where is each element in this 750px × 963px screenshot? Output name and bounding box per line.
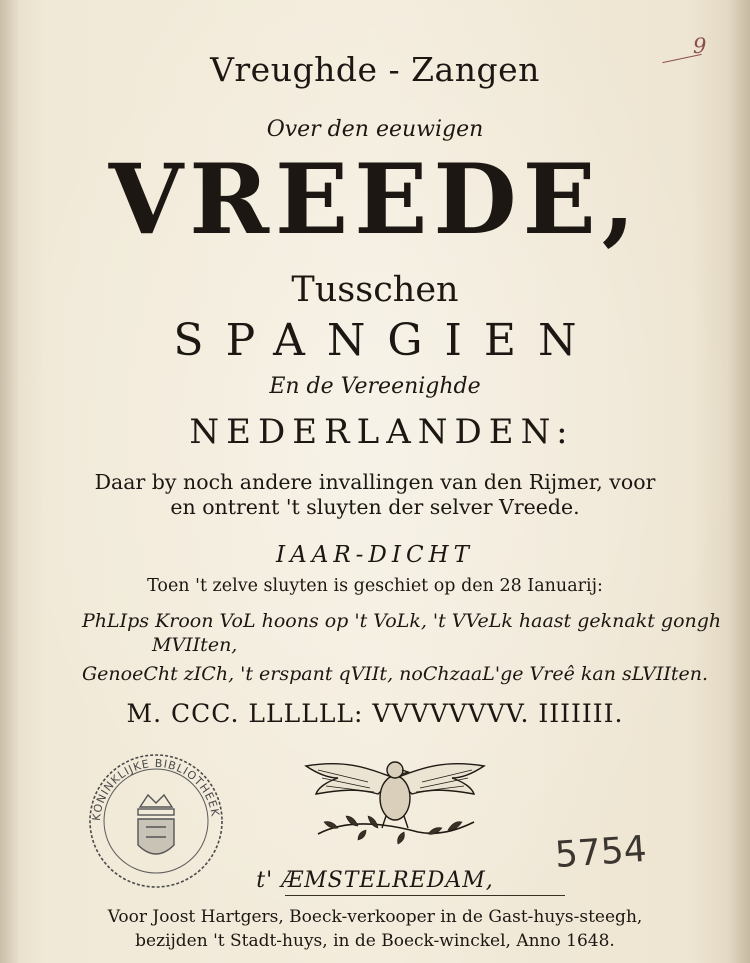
imprint-divider bbox=[285, 895, 565, 896]
svg-text:KONINKLIJKE BIBLIOTHEEK bbox=[90, 757, 222, 822]
imprint bbox=[0, 905, 750, 953]
subtitle-line-1: Daar by noch andere invallingen van den Rijmer, voor bbox=[94, 470, 656, 494]
title-line-6: En de Vereenighde bbox=[269, 374, 481, 399]
handwritten-shelf-number: 5754 bbox=[553, 828, 648, 877]
title-line-1: Vreughde - Zangen bbox=[210, 50, 540, 89]
eagle-emblem-icon bbox=[298, 748, 492, 850]
stamp-text: KONINKLIJKE BIBLIOTHEEK bbox=[89, 756, 222, 822]
imprint-line-2: bezijden 't Stadt-huys, in de Boeck-winckel, Anno 1648. bbox=[135, 931, 615, 951]
date-line: Toen 't zelve sluyten is geschiet op den 28 Ianuarij: bbox=[147, 576, 603, 596]
subtitle-line-2: en ontrent 't sluyten der selver Vreede. bbox=[170, 495, 580, 519]
place-line: t' ÆMSTELREDAM, bbox=[256, 868, 494, 893]
title-line-2: Over den eeuwigen bbox=[266, 117, 484, 142]
imprint-line-1: Voor Joost Hartgers, Boeck-verkooper in de Gast-huys-steegh, bbox=[107, 907, 643, 927]
verse-line-1-continued: MVIIten, bbox=[152, 634, 238, 656]
section-heading: IAAR-DICHT bbox=[276, 542, 474, 568]
subtitle bbox=[0, 470, 750, 520]
main-title: VREEDE, bbox=[108, 143, 642, 256]
crowned-shield-icon bbox=[138, 795, 174, 854]
verse-line-2: GenoeCht zICh, 't erspant qVIIt, noChzaaL'ge Vreê kan sLVIIten. bbox=[82, 663, 708, 685]
title-line-5: SPANGIEN bbox=[173, 315, 599, 366]
verse-line-1: PhLIps Kroon VoL hoons op 't VoLk, 't VVeLk haast geknakt gongh bbox=[82, 610, 722, 632]
title-line-7: NEDERLANDEN: bbox=[189, 412, 575, 452]
roman-numeral-line: M. CCC. LLLLLL: VVVVVVVV. IIIIIII. bbox=[126, 699, 624, 728]
title-line-4: Tusschen bbox=[291, 270, 459, 310]
pencil-annotation: 9 bbox=[693, 34, 707, 58]
